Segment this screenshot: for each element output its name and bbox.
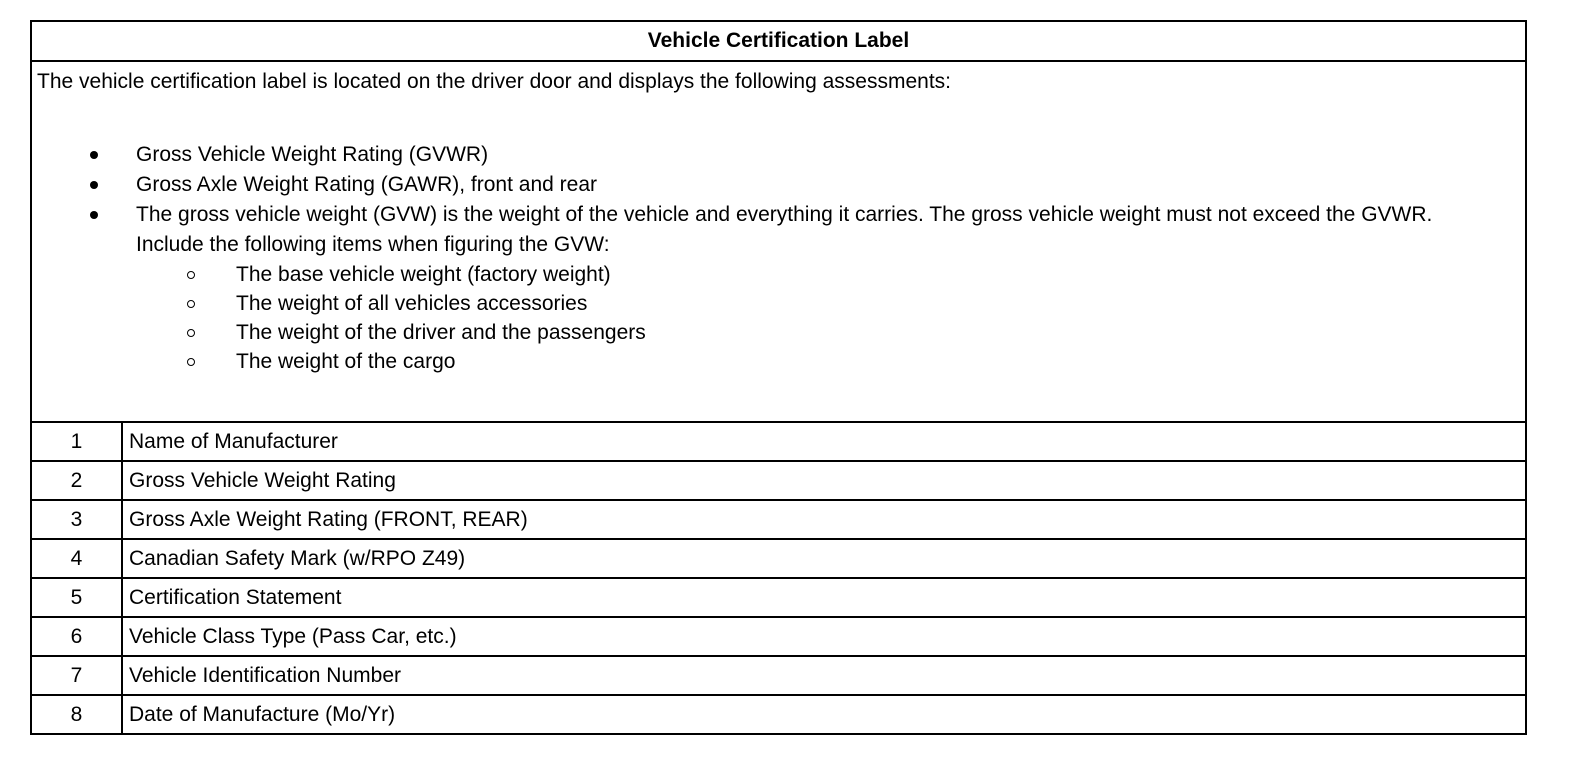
sub-bullet-item	[32, 347, 1465, 376]
table-title: Vehicle Certification Label	[31, 21, 1526, 61]
bullet-text: The gross vehicle weight (GVW) is the weight of the vehicle and everything it carries. The gross vehicle weight must not exceed the GVWR. Include the following items when figuring the GVW:	[136, 203, 1433, 256]
bullet-dot-icon	[90, 211, 98, 219]
intro-text: The vehicle certification label is located on the driver door and displays the following assessments:	[37, 70, 951, 93]
table-row	[31, 500, 1526, 539]
row-number: 4	[31, 539, 122, 578]
table-row	[31, 422, 1526, 461]
row-description: Name of Manufacturer	[122, 422, 1526, 461]
sub-bullet-text: The weight of the driver and the passengers	[236, 321, 646, 344]
table-row	[31, 461, 1526, 500]
certification-label-table	[30, 20, 1527, 735]
row-number: 7	[31, 656, 122, 695]
bullet-dot-icon	[90, 151, 98, 159]
row-number: 5	[31, 578, 122, 617]
row-number: 3	[31, 500, 122, 539]
circle-bullet-icon	[187, 329, 195, 337]
row-description: Certification Statement	[122, 578, 1526, 617]
row-number: 2	[31, 461, 122, 500]
row-number: 8	[31, 695, 122, 734]
sub-bullet-item	[32, 260, 1465, 289]
sub-bullet-text: The weight of the cargo	[236, 350, 456, 373]
row-number: 6	[31, 617, 122, 656]
sub-bullet-text: The base vehicle weight (factory weight)	[236, 263, 611, 286]
sub-bullet-list	[136, 260, 1465, 376]
bullet-text: Gross Axle Weight Rating (GAWR), front and rear	[136, 173, 597, 196]
sub-bullet-item	[32, 289, 1465, 318]
bullet-item	[32, 140, 1525, 170]
row-description: Date of Manufacture (Mo/Yr)	[122, 695, 1526, 734]
row-description: Vehicle Class Type (Pass Car, etc.)	[122, 617, 1526, 656]
bullet-item	[32, 170, 1525, 200]
intro-row	[31, 61, 1526, 422]
row-description: Gross Axle Weight Rating (FRONT, REAR)	[122, 500, 1526, 539]
table-row	[31, 539, 1526, 578]
bullet-dot-icon	[90, 181, 98, 189]
table-row	[31, 578, 1526, 617]
table-row	[31, 617, 1526, 656]
title-row	[31, 21, 1526, 61]
row-description: Vehicle Identification Number	[122, 656, 1526, 695]
bullet-text: Gross Vehicle Weight Rating (GVWR)	[136, 143, 489, 166]
row-number: 1	[31, 422, 122, 461]
bullet-item	[32, 200, 1525, 376]
row-description: Gross Vehicle Weight Rating	[122, 461, 1526, 500]
bullet-list	[32, 140, 1525, 376]
circle-bullet-icon	[187, 300, 195, 308]
sub-bullet-item	[32, 318, 1465, 347]
sub-bullet-text: The weight of all vehicles accessories	[236, 292, 588, 315]
intro-cell	[31, 61, 1526, 422]
row-description: Canadian Safety Mark (w/RPO Z49)	[122, 539, 1526, 578]
table-row	[31, 656, 1526, 695]
table-row	[31, 695, 1526, 734]
circle-bullet-icon	[187, 271, 195, 279]
circle-bullet-icon	[187, 358, 195, 366]
